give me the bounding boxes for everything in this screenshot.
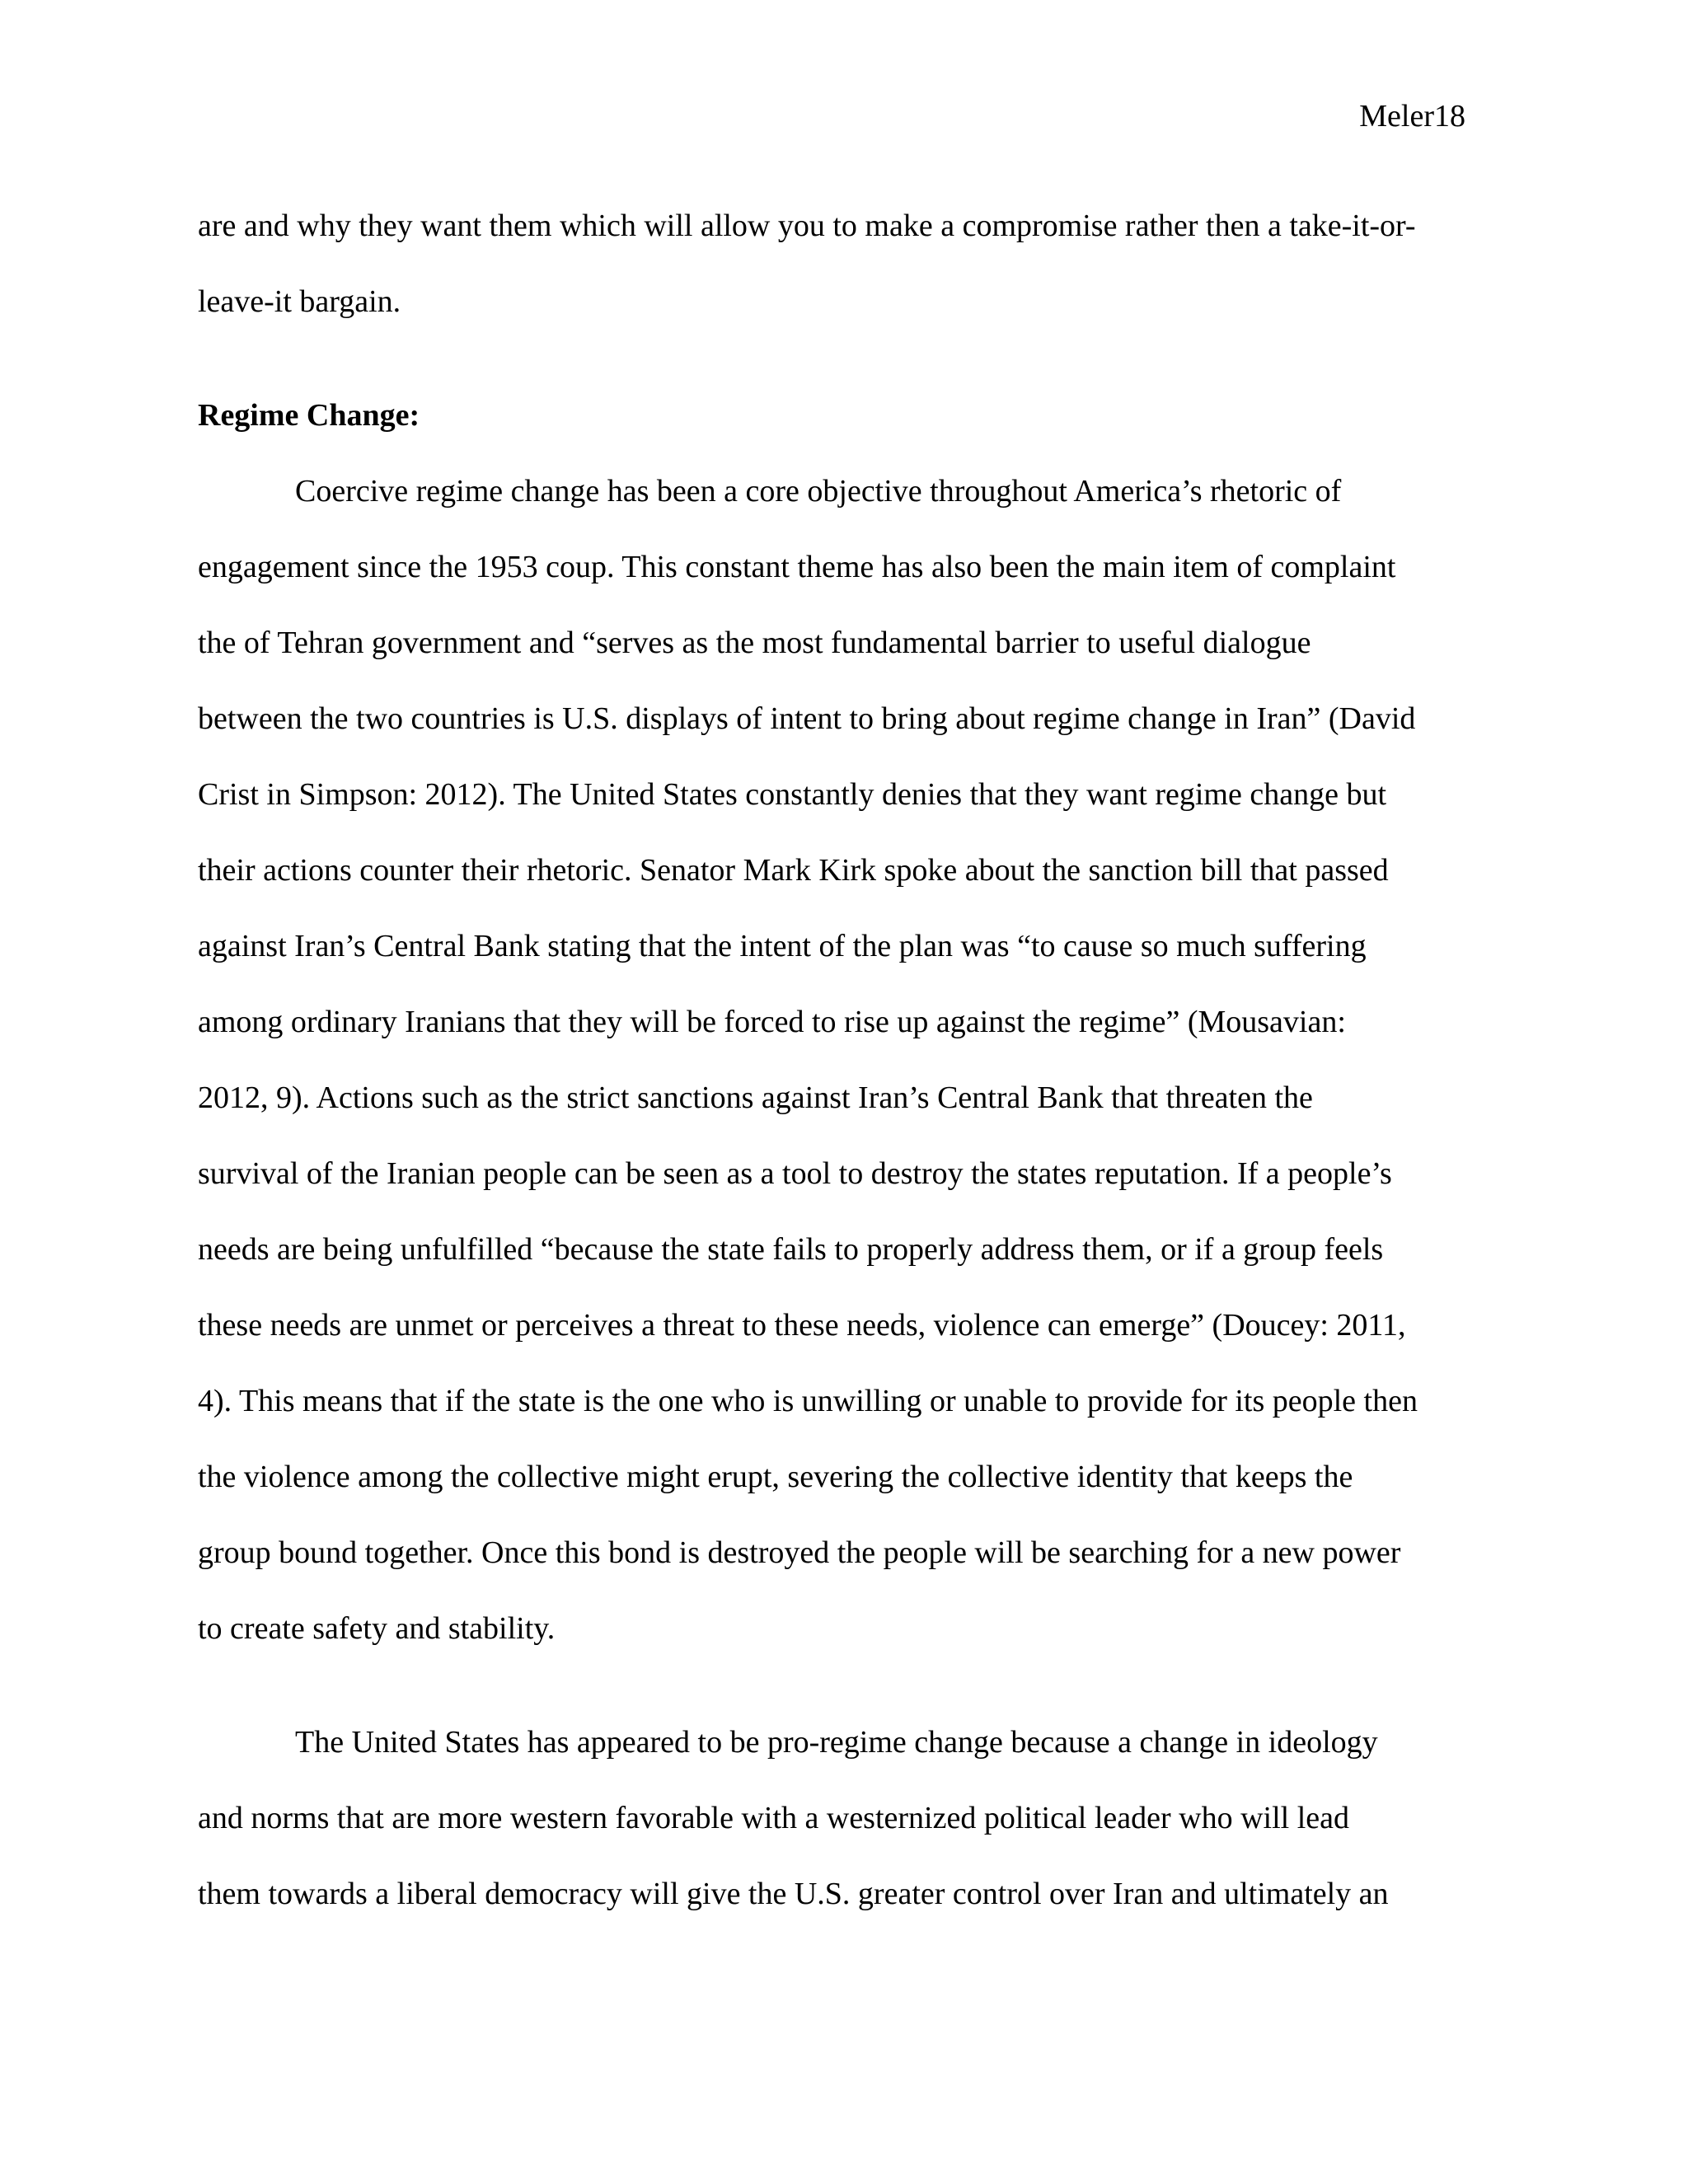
text-line: leave-it bargain.: [198, 284, 401, 319]
text-line: these needs are unmet or perceives a threat to these needs, violence can emerge” (Doucey: 2011,: [198, 1308, 1406, 1343]
text-line: the violence among the collective might erupt, severing the collective identity that keeps the: [198, 1460, 1353, 1494]
text-line: Crist in Simpson: 2012). The United States constantly denies that they want regime change but: [198, 777, 1386, 812]
text-line: are and why they want them which will allow you to make a compromise rather then a take-it-or-: [198, 209, 1416, 243]
paragraph-regime-change-2: [198, 1704, 1500, 1932]
text-line: their actions counter their rhetoric. Senator Mark Kirk spoke about the sanction bill that passed: [198, 853, 1389, 888]
text-line: The United States has appeared to be pro-regime change because a change in ideology: [295, 1725, 1378, 1760]
text-line: among ordinary Iranians that they will be forced to rise up against the regime” (Mousavian:: [198, 1005, 1346, 1039]
text-line: 4). This means that if the state is the one who is unwilling or unable to provide for its people then: [198, 1384, 1418, 1418]
text-line: survival of the Iranian people can be seen as a tool to destroy the states reputation. If a people’s: [198, 1156, 1392, 1191]
paragraph-spacer: [198, 1666, 1500, 1704]
text-line: engagement since the 1953 coup. This constant theme has also been the main item of complaint: [198, 550, 1396, 584]
document-body: [198, 188, 1500, 1932]
text-line: between the two countries is U.S. displays of intent to bring about regime change in Iran” (David: [198, 701, 1416, 736]
paragraph-regime-change-1: [198, 453, 1500, 1666]
text-line: 2012, 9). Actions such as the strict sanctions against Iran’s Central Bank that threaten the: [198, 1080, 1313, 1115]
section-heading: Regime Change:: [198, 398, 420, 433]
text-line: group bound together. Once this bond is destroyed the people will be searching for a new power: [198, 1535, 1401, 1570]
page-header-running-head: Meler18: [1359, 99, 1465, 134]
text-line: against Iran’s Central Bank stating that the intent of the plan was “to cause so much suffering: [198, 929, 1367, 963]
paragraph-spacer: [198, 340, 1500, 377]
text-line: to create safety and stability.: [198, 1611, 556, 1646]
paragraph-continuation: [198, 188, 1500, 340]
text-line: needs are being unfulfilled “because the state fails to properly address them, or if a group feels: [198, 1232, 1384, 1267]
text-line: the of Tehran government and “serves as the most fundamental barrier to useful dialogue: [198, 626, 1311, 660]
text-line: them towards a liberal democracy will give the U.S. greater control over Iran and ultimately an: [198, 1877, 1389, 1911]
text-line: Coercive regime change has been a core objective throughout America’s rhetoric of: [295, 474, 1342, 509]
text-line: and norms that are more western favorable with a westernized political leader who will lead: [198, 1801, 1350, 1835]
